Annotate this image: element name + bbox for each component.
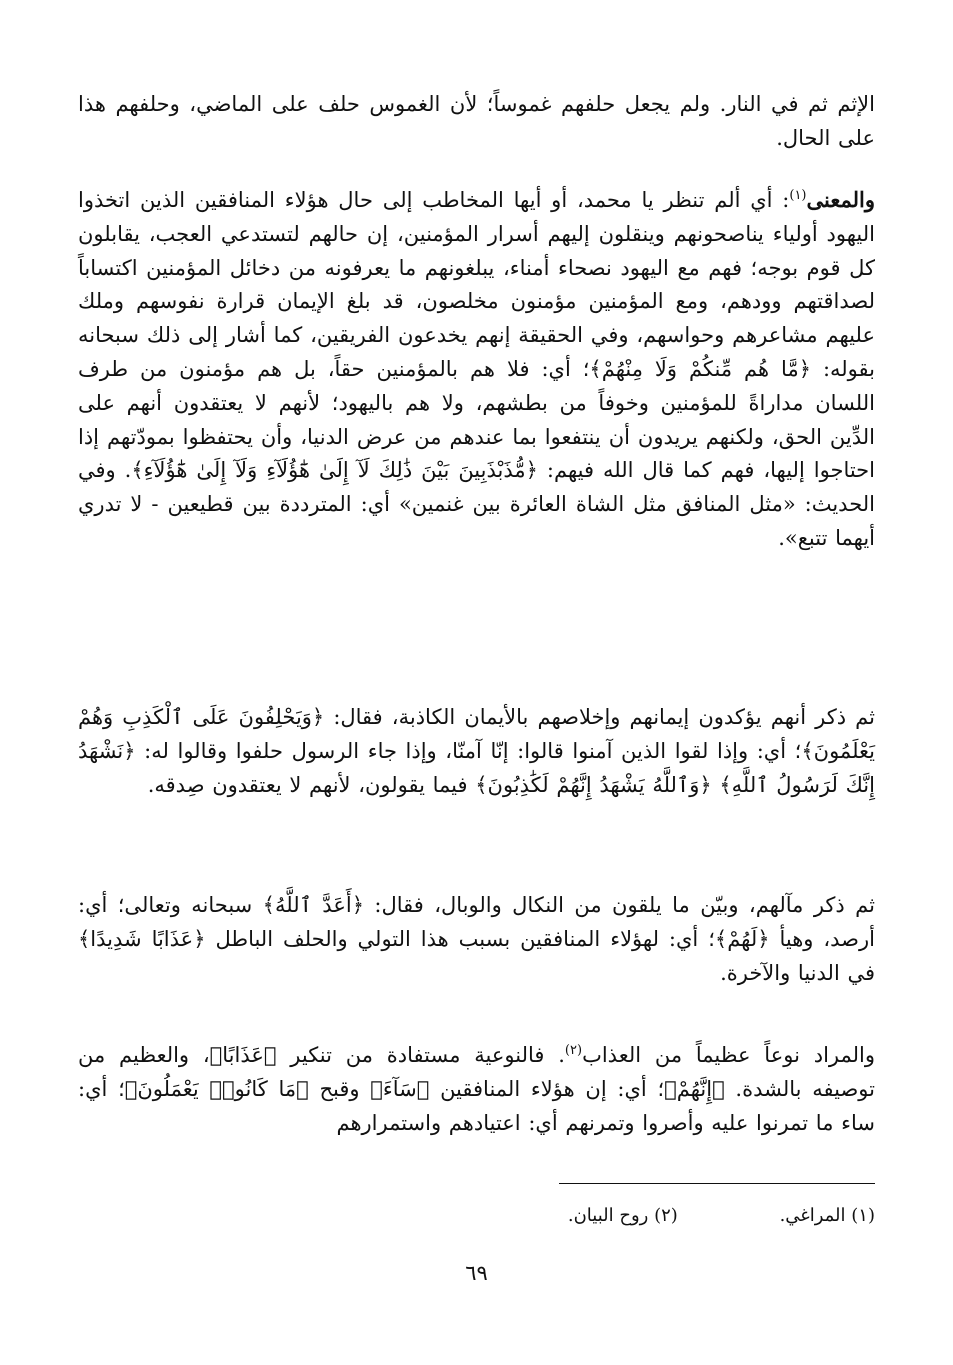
- paragraph-5: [78, 1039, 875, 1140]
- footnote-1-number: (١): [851, 1205, 875, 1226]
- paragraph-2: [78, 183, 875, 556]
- footnote-1: [780, 1202, 875, 1230]
- footnote-separator: [559, 1183, 875, 1184]
- footnote-2-number: (٢): [654, 1205, 678, 1226]
- paragraph-2-text: : أي ألم تنظر يا محمد، أو أيها المخاطب إلى حال هؤلاء المنافقين الذين اتخذوا اليهود أولياء يناصحونهم وينقلون إليهم أسرار المؤمنين، إن حالهم لتستدعي العجب، يقابلون كل قوم بوجه؛ فهم مع اليهود نصحاء أمناء، يبلغونهم ما يعرفونه من دخائل المؤمنين اكتساباً لصداقتهم وودهم، ومع المؤمنين مؤمنون مخلصون، قد بلغ الإيمان قرارة نفوسهم وملك عليهم مشاعرهم وحواسهم، وفي الحقيقة إنهم يخدعون الفريقين، كما أشار إلى ذلك سبحانه بقوله: ﴿مَّا هُم مِّنكُمْ وَلَا مِنْهُمْ﴾؛ أي: فلا هم بالمؤمنين حقاً، بل هم مؤمنون من طرف اللسان مداراةً للمؤمنين وخوفاً من بطشهم، ولا هم باليهود؛ لأنهم لا يعتقدون أنهم على الدِّين الحق، ولكنهم يريدون أن ينتفعوا بما عندهم من عرض الدنيا، وأن يحتفظوا بمودّتهم إذا احتاجوا إليها، فهم كما قال الله فيهم: ﴿مُّذَبْذَبِينَ بَيْنَ ذَٰلِكَ لَآ إِلَىٰ هَٰٓؤُلَآءِ وَلَآ إِلَىٰ هَٰٓؤُلَآءِ﴾. وفي الحديث: «مثل المنافق مثل الشاة العائرة بين غنمين» أي: المترددة بين قطيعين - لا تدري أيهما تتبع».: [78, 188, 875, 550]
- paragraph-2-lead: والمعنى: [806, 187, 875, 212]
- paragraph-4: [78, 889, 875, 990]
- paragraph-5-text-start: والمراد نوعاً عظيماً من العذاب: [582, 1043, 876, 1067]
- footnotes: [275, 1202, 875, 1230]
- paragraph-3-text: ثم ذكر أنهم يؤكدون إيمانهم وإخلاصهم بالأيمان الكاذبة، فقال: ﴿وَيَحْلِفُونَ عَلَى ٱلْكَذِبِ وَهُمْ يَعْلَمُونَ﴾؛ أي: وإذا لقوا الذين آمنوا قالوا: إنّا آمنّا، وإذا جاء الرسول حلفوا وقالوا له: ﴿نَشْهَدُ إِنَّكَ لَرَسُولُ ٱللَّهِ﴾ ﴿وَٱللَّهُ يَشْهَدُ إِنَّهُمْ لَكَٰذِبُونَ﴾ فيما يقولون، لأنهم لا يعتقدون صِدقه.: [78, 705, 875, 797]
- paragraph-3: [78, 701, 875, 802]
- paragraph-1: [78, 88, 875, 156]
- footnote-ref-2: (٢): [564, 1043, 583, 1058]
- footnote-2: [568, 1202, 678, 1230]
- page-number: ٦٩: [465, 1261, 488, 1285]
- paragraph-1-text: الإثم ثم في النار. ولم يجعل حلفهم غموساً؛ لأن الغموس حلف على الماضي، وحلفهم هذا على الحال.: [78, 92, 875, 150]
- footnote-2-text: روح البيان.: [567, 1205, 649, 1226]
- footnote-ref-1: (١): [789, 188, 807, 203]
- footnote-1-text: المراغي.: [779, 1205, 846, 1226]
- paragraph-4-text: ثم ذكر مآلهم، وبيّن ما يلقون من النكال والوبال، فقال: ﴿أَعَدَّ ٱللَّهُ﴾ سبحانه وتعالى؛ أي: أرصد، وهيأ ﴿لَهُمْ﴾؛ أي: لهؤلاء المنافقين بسبب هذا التولي والحلف الباطل ﴿عَذَابًا شَدِيدًا﴾ في الدنيا والآخرة.: [78, 893, 875, 985]
- paragraph-5-text: . فالنوعية مستفادة من تنكير ﴿عَذَابًا﴾، والعظيم من توصيفه بالشدة. ﴿إِنَّهُمْ﴾؛ أي: إن هؤلاء المنافقين ﴿سَآءَ﴾ وقبح ﴿مَا كَانُوا۟ يَعْمَلُونَ﴾؛ أي: ساء ما تمرنوا عليه وأصروا وتمرنهم أي: اعتيادهم واستمرارهم: [78, 1043, 875, 1135]
